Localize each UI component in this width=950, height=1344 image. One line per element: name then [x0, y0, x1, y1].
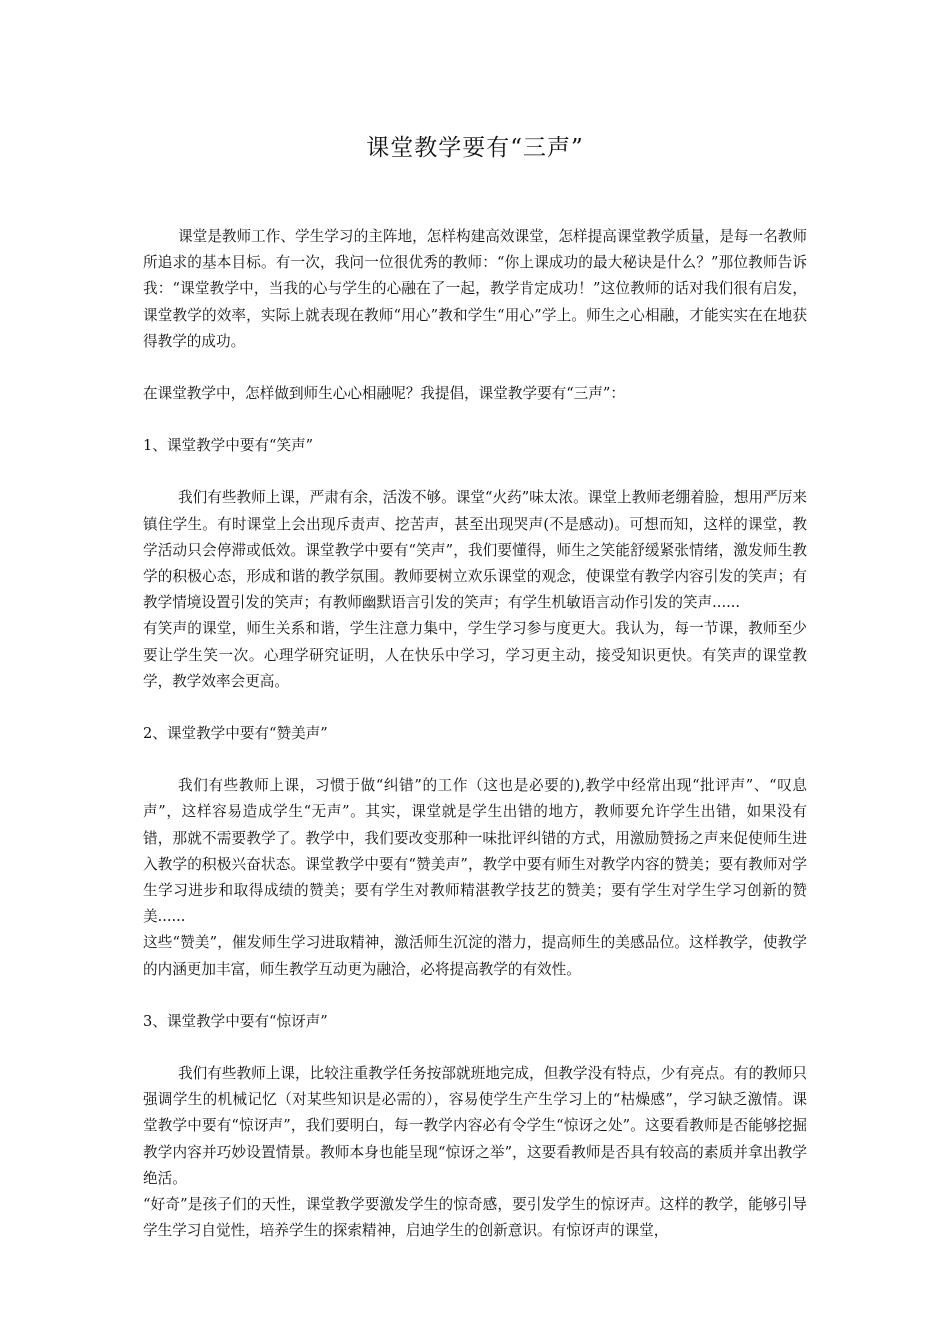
section-heading-laughter: 1、课堂教学中要有“笑声” — [143, 437, 314, 455]
document-body — [143, 224, 807, 1245]
spacer — [143, 459, 807, 485]
section-praise-paragraph-1: 我们有些教师上课，习惯于做“纠错”的工作（这也是必要的),教学中经常出现“批评声”、“叹息声”，这样容易造成学生“无声”。其实，课堂就是学生出错的地方，教师要允许学生出错，如果没有错，那就不需要教学了。教学中，我们要改变那种一味批评纠错的方式，用激励赞扬之声来促使师生进入教学的积极兴奋状态。课堂教学中要有“赞美声”，教学中要有师生对教学内容的赞美；要有教师对学生学习进步和取得成绩的赞美；要有学生对教师精湛教学技艺的赞美；要有学生对学生学习创新的赞美...... — [143, 777, 807, 926]
section-praise-paragraph-2: 这些“赞美”，催发师生学习进取精神，激活师生沉淀的潜力，提高师生的美感品位。这样教学，使教学的内涵更加丰富，师生教学互动更为融洽，必将提高教学的有效性。 — [143, 934, 807, 978]
section-laughter-paragraph-1: 我们有些教师上课，严肃有余，活泼不够。课堂“火药”味太浓。课堂上教师老绷着脸，想用严厉来镇住学生。有时课堂上会出现斥责声、挖苦声，甚至出现哭声(不是感动)。可想而知，这样的课堂，教学活动只会停滞或低效。课堂教学中要有“笑声”，我们要懂得，师生之笑能舒缓紧张情绪，激发师生教学的积极心态，形成和谐的教学氛围。教师要树立欢乐课堂的观念，使课堂有教学内容引发的笑声；有教学情境设置引发的笑声；有教师幽默语言引发的笑声；有学生机敏语言动作引发的笑声...... — [143, 489, 807, 612]
spacer — [143, 983, 807, 1009]
spacer — [143, 355, 807, 381]
spacer — [143, 747, 807, 773]
intro-paragraph: 课堂是教师工作、学生学习的主阵地，怎样构建高效课堂，怎样提高课堂教学质量，是每一名教师所追求的基本目标。有一次，我问一位很优秀的教师：“你上课成功的最大秘诀是什么？”那位教师告诉我：“课堂教学中，当我的心与学生的心融在了一起，教学肯定成功！”这位教师的话对我们很有启发，课堂教学的效率，实际上就表现在教师“用心”教和学生“用心”学上。师生之心相融，才能实实在在地获得教学的成功。 — [143, 228, 807, 350]
spacer — [143, 407, 807, 433]
section-laughter-paragraph-2: 有笑声的课堂，师生关系和谐，学生注意力集中，学生学习参与度更大。我认为，每一节课，教师至少要让学生笑一次。心理学研究证明，人在快乐中学习，学习更主动，接受知识更快。有笑声的课堂教学，教学效率会更高。 — [143, 620, 807, 690]
question-paragraph: 在课堂教学中，怎样做到师生心心相融呢？我提倡，课堂教学要有“三声”： — [143, 385, 625, 403]
section-surprise-paragraph-1: 我们有些教师上课，比较注重教学任务按部就班地完成，但教学没有特点，少有亮点。有的教师只强调学生的机械记忆（对某些知识是必需的），容易使学生产生学习上的“枯燥感”，学习缺乏激情。课堂教学中要有“惊讶声”，我们要明白，每一教学内容必有令学生“惊讶之处”。这要看教师是否能够挖掘教学内容并巧妙设置情景。教师本身也能呈现“惊讶之举”，这要看教师是否具有较高的素质并拿出教学绝活。 — [143, 1065, 807, 1187]
document-title: 课堂教学要有“三声” — [366, 135, 584, 161]
section-heading-surprise: 3、课堂教学中要有“惊讶声” — [143, 1012, 328, 1030]
spacer — [143, 1035, 807, 1061]
spacer — [143, 695, 807, 721]
section-heading-praise: 2、课堂教学中要有“赞美声” — [143, 725, 328, 743]
section-surprise-paragraph-2: “好奇”是孩子们的天性，课堂教学要激发学生的惊奇感，要引发学生的惊讶声。这样的教学，能够引导学生学习自觉性，培养学生的探索精神，启迪学生的创新意识。有惊讶声的课堂， — [143, 1196, 807, 1240]
